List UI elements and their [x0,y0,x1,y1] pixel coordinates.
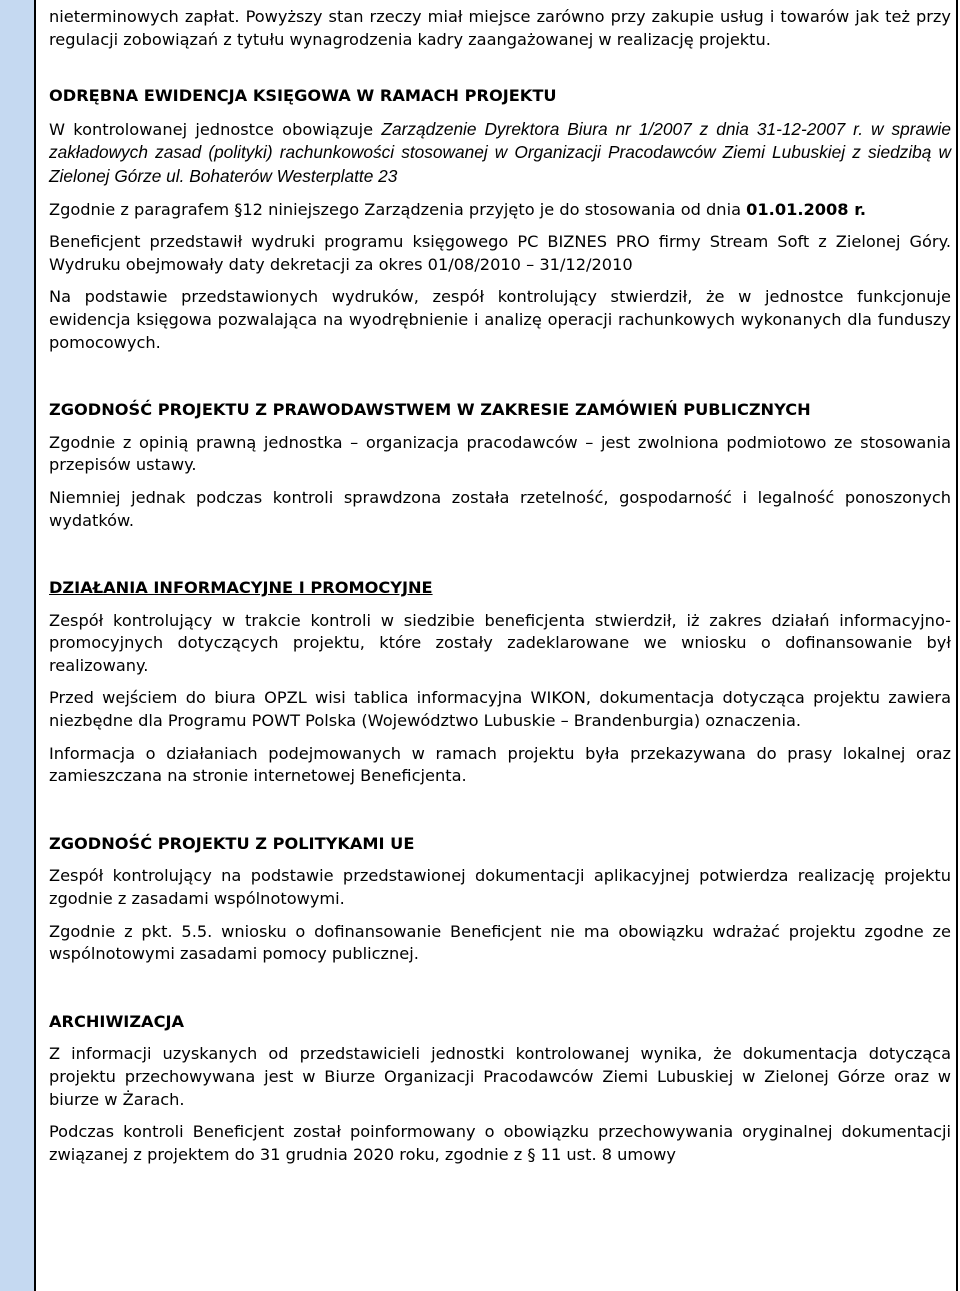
left-margin-band [0,0,34,1291]
archiving-heading: ARCHIWIZACJA [49,1011,185,1031]
policies-paragraph-1: Zespół kontrolujący na podstawie przedstawionej dokumentacji aplikacyjnej potwierdza realizację projektu zgodnie z zasadami wspólnotowymi. [49,866,951,909]
accounting-heading: ODRĘBNA EWIDENCJA KSIĘGOWA W RAMACH PROJEKTU [49,86,557,106]
promotion-paragraph-3: Informacja o działaniach podejmowanych w ramach projektu była przekazywana do prasy lokalnej oraz zamieszczana na stronie internetowej Beneficjenta. [49,743,951,786]
procurement-heading: ZGODNOŚĆ PROJEKTU Z PRAWODAWSTWEM W ZAKRESIE ZAMÓWIEŃ PUBLICZNYCH [49,400,811,420]
paragraph-symbol: § [234,199,243,219]
effective-date: 01.01.2008 r. [746,199,867,219]
policies-heading: ZGODNOŚĆ PROJEKTU Z POLITYKAMI UE [49,833,415,853]
archiving-paragraph-1: Z informacji uzyskanych od przedstawicieli jednostki kontrolowanej wynika, że dokumentacja dotycząca projektu przechowywana jest w Biurze Organizacji Pracodawców Ziemi Lubuskiej w Zielonej Górze oraz w biurze w Żarach. [49,1044,951,1109]
accounting-p1-start: W kontrolowanej jednostce obowiązuje [49,119,374,139]
accounting-p2-mid: 12 niniejszego Zarządzenia przyjęto je do stosowania od dnia [242,199,741,219]
paragraph-symbol: § [527,1144,536,1164]
document-body [49,6,951,1166]
promotion-paragraph-1: Zespół kontrolujący w trakcie kontroli w siedzibie beneficjenta stwierdził, iż zakres działań informacyjno-promocyjnych dotyczących projektu, które zostały zadeklarowane we wniosku o dofinansowanie był realizowany. [49,610,951,675]
accounting-paragraph-1 [49,118,951,189]
ordinance-reference: Zarządzenie Dyrektora Biura nr 1/2007 z dnia 31-12-2007 r. w sprawie zakładowych zasad (polityki) rachunkowości stosowanej w Organizacji Pracodawców Ziemi Lubuskiej z siedzibą w Zielonej Górze ul. Bohaterów Westerplatte 23 [49,118,951,186]
accounting-paragraph-3: Beneficjent przedstawił wydruki programu księgowego PC BIZNES PRO firmy Stream Soft z Zielonej Góry. Wydruku obejmowały daty dekretacji za okres 01/08/2010 – 31/12/2010 [49,232,951,274]
archiving-p2-end: 11 ust. 8 umowy [540,1144,676,1164]
procurement-paragraph-1: Zgodnie z opinią prawną jednostka – organizacja pracodawców – jest zwolniona podmiotowo ze stosowania przepisów ustawy. [49,432,951,475]
archiving-p2-start: Podczas kontroli Beneficjent został poinformowany o obowiązku przechowywania oryginalnej dokumentacji związanej z projektem do 31 grudnia 2020 roku, zgodnie z [49,1122,951,1164]
promotion-heading: DZIAŁANIA INFORMACYJNE I PROMOCYJNE [49,578,433,598]
policies-paragraph-2: Zgodnie z pkt. 5.5. wniosku o dofinansowanie Beneficjent nie ma obowiązku wdrażać projektu zgodne ze wspólnotowymi zasadami pomocy publicznej. [49,921,951,964]
archiving-paragraph-2 [49,1121,951,1166]
intro-paragraph: nieterminowych zapłat. Powyższy stan rzeczy miał miejsce zarówno przy zakupie usług i towarów jak też przy regulacji zobowiązań z tytułu wynagrodzenia kadry zaangażowanej w realizację projektu. [49,7,951,49]
accounting-paragraph-4: Na podstawie przedstawionych wydruków, zespół kontrolujący stwierdził, że w jednostce funkcjonuje ewidencja księgowa pozwalająca na wyodrębnienie i analizę operacji rachunkowych wykonanych dla funduszy pomocowych. [49,287,951,352]
procurement-paragraph-2: Niemniej jednak podczas kontroli sprawdzona została rzetelność, gospodarność i legalność ponoszonych wydatków. [49,487,951,530]
promotion-paragraph-2: Przed wejściem do biura OPZL wisi tablica informacyjna WIKON, dokumentacja dotycząca projektu zawiera niezbędne dla Programu POWT Polska (Województwo Lubuskie – Brandenburgia) oznaczenia. [49,688,951,731]
accounting-paragraph-2 [49,199,951,222]
accounting-p2-start: Zgodnie z paragrafem [49,199,230,219]
